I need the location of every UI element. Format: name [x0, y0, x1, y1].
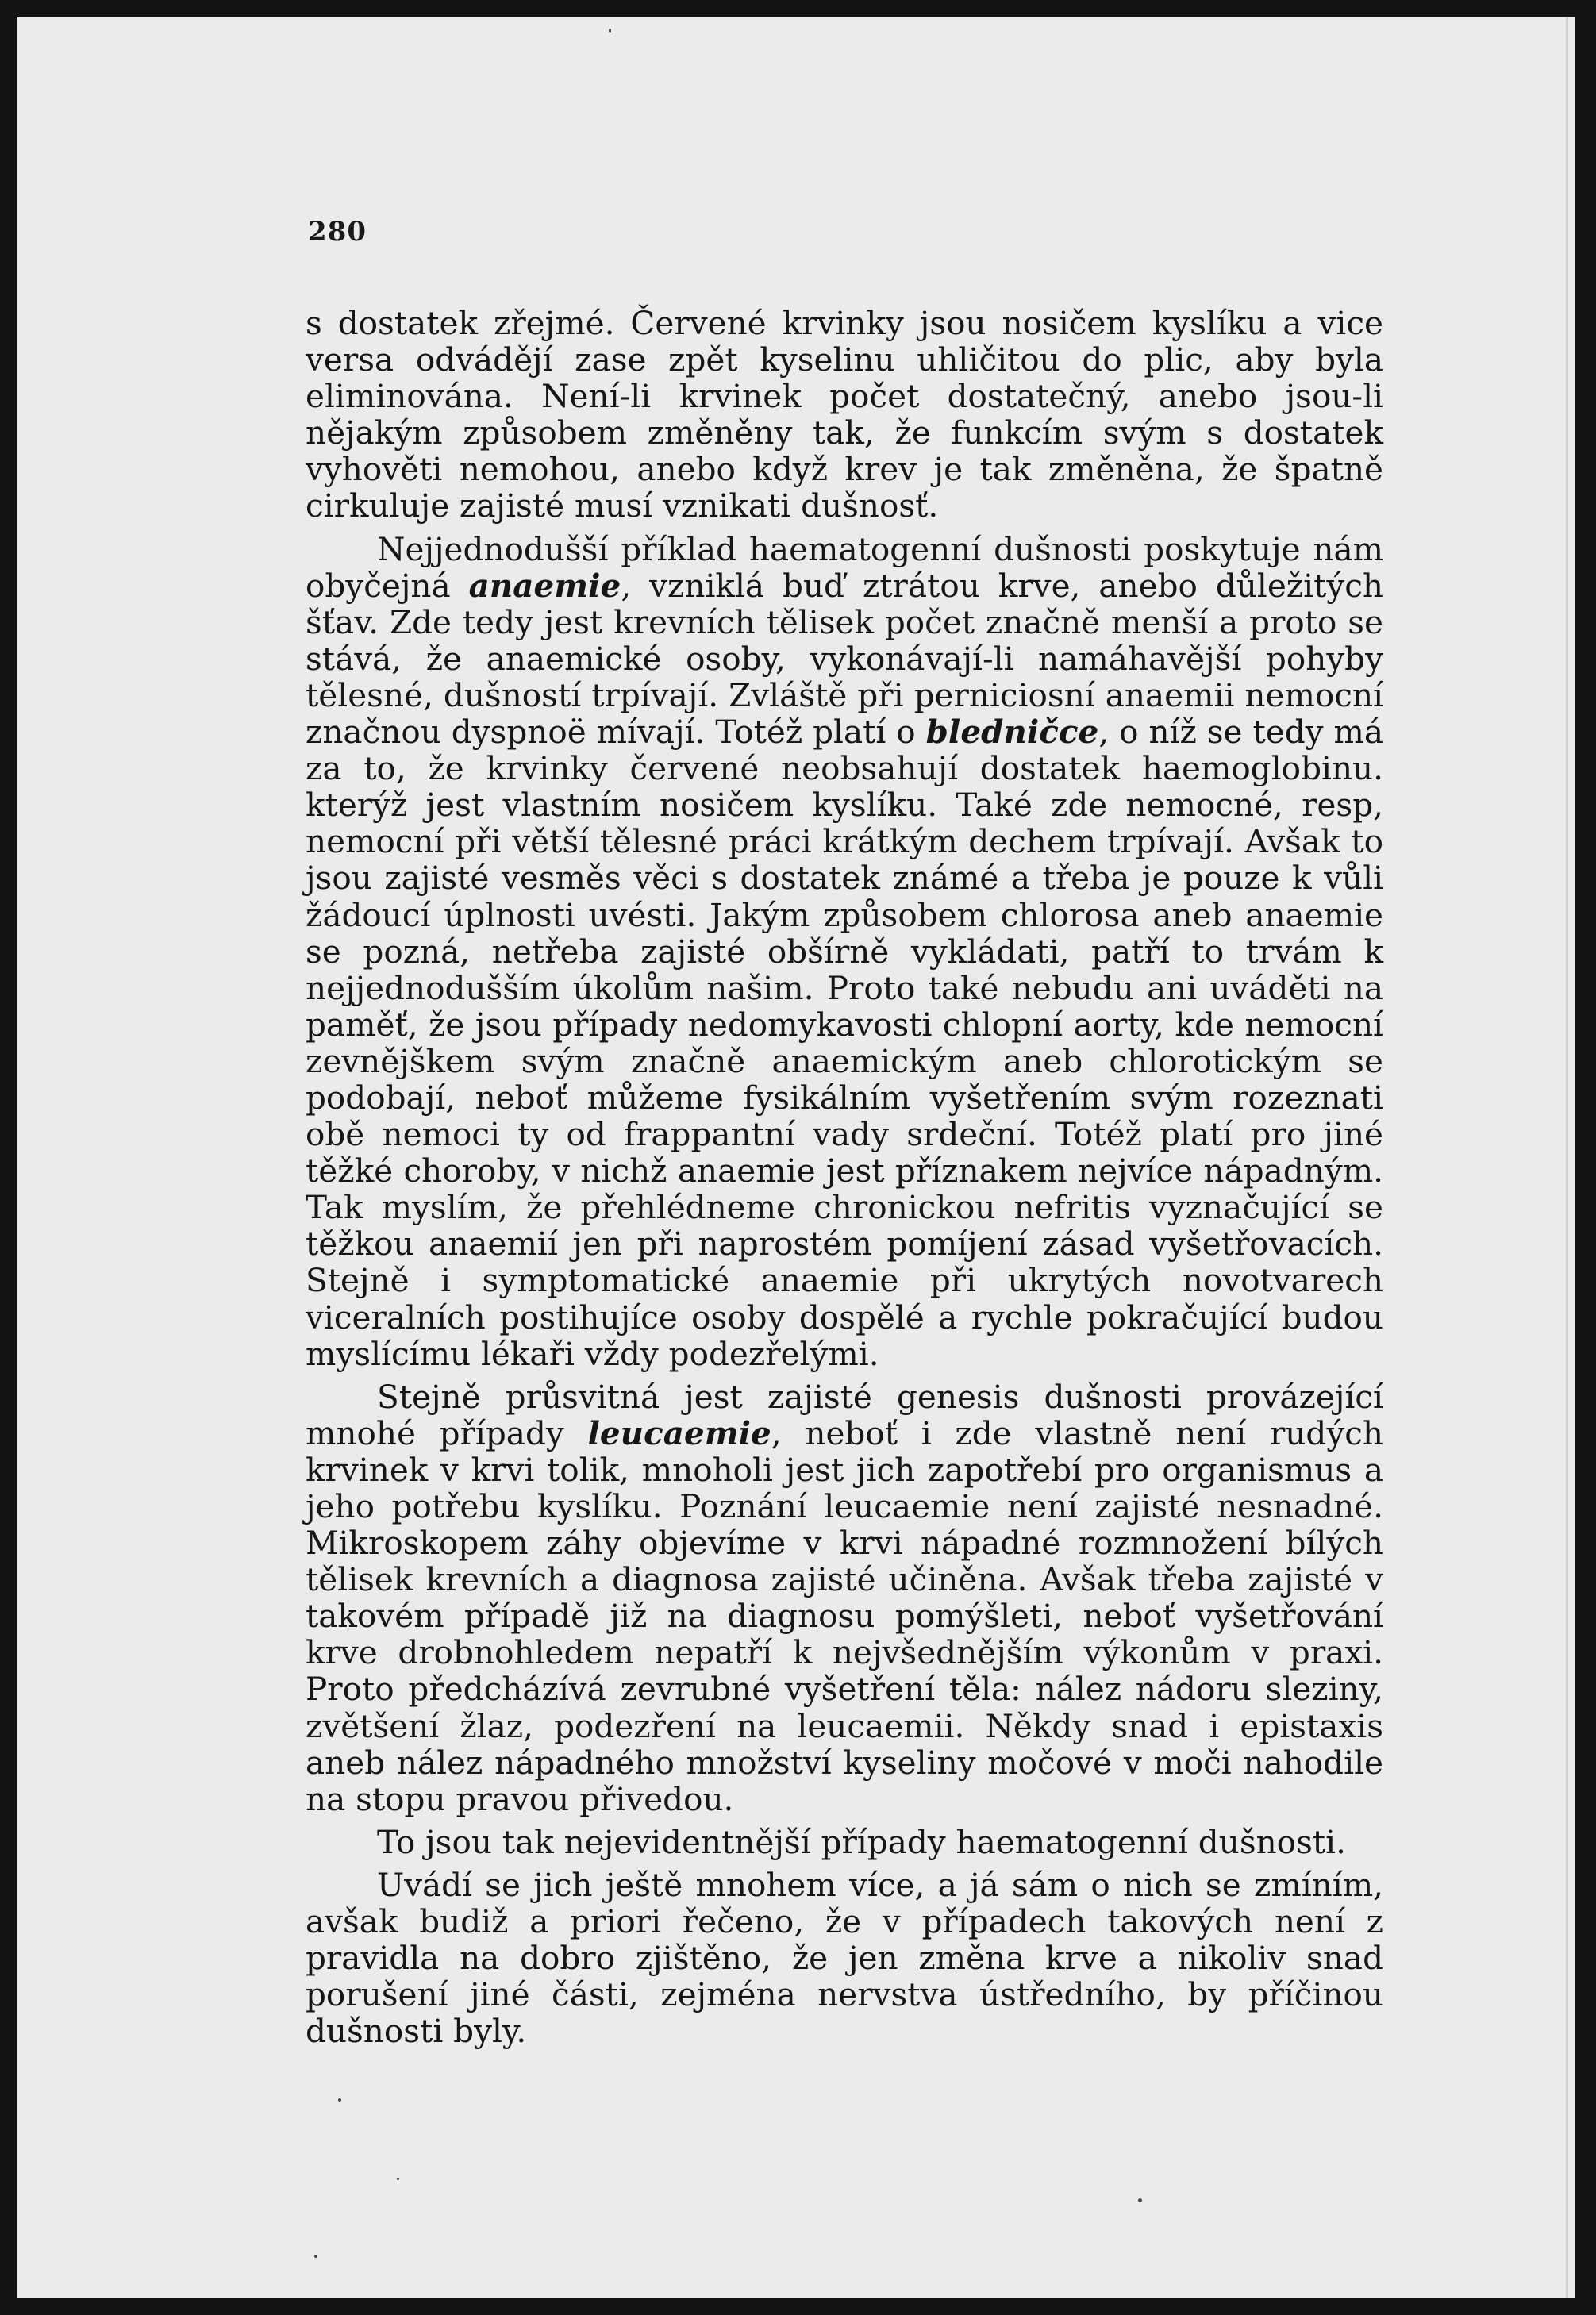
paragraph-text: , o níž se tedy má za to, že krvinky červené neobsahují dostatek haemoglobinu. kterýž jest vlastním nosičem kyslíku. Také zde nemocné, resp, nemocní při větší tělesné práci krátkým dechem trpívají. Avšak to jsou zajisté vesměs věci s dostatek známé a třeba je pouze k vůli žádoucí úplnosti uvésti. Jakým způsobem chlorosa aneb anaemie se pozná, netřeba zajisté obšírně vykládati, patří to trvám k nejjednodušším úkolům našim. Proto také nebudu ani uváděti na paměť, že jsou případy nedomykavosti chlopní aorty, kde nemocní zevnějškem svým značně anaemickým aneb chlorotickým se podobají, neboť můžeme fysikálním vyšetřením svým rozeznati obě nemoci ty od frappantní vady srdeční. Totéž platí pro jiné těžké choroby, v nichž anaemie jest příznakem nejvíce nápadným. Tak myslím, že přehlédneme chronickou nefritis vyznačující se těžkou anaemií jen při naprostém pomíjení zásad vyšetřovacích. Stejně i symptomatické anaemie při ukrytých novotvarech viceralních postihujíce osoby dospělé a rychle pokračující budou myslícímu lékaři vždy podezřelými.	[306, 713, 1383, 1373]
scan-speck	[338, 2098, 341, 2102]
paragraph-text: , vzniklá buď ztrátou krve, anebo důležitých šťav. Zde tedy jest krevních tělisek počet značně menší a proto se stává, že anaemické osoby, vykonávají-li namáhavější pohyby tělesné, dušností trpívají. Zvláště při perniciosní anaemii nemocní značnou dyspnoë mívají. Totéž platí o	[306, 566, 1384, 752]
scan-speck	[314, 2255, 317, 2258]
emphasized-term: leucaemie	[587, 1413, 771, 1452]
body-text	[306, 305, 1383, 2055]
paragraph-text: To jsou tak nejevidentnější případy haematogenní dušnosti.	[377, 1822, 1346, 1861]
paragraph-text: Stejně průsvitná jest zajisté genesis dušnosti provázející mnohé případy	[306, 1377, 1383, 1452]
paragraph	[306, 1867, 1383, 2049]
scan-speck	[1138, 2198, 1142, 2202]
page-edge	[1566, 17, 1568, 2298]
paragraph	[306, 305, 1383, 525]
scanned-page	[17, 17, 1575, 2298]
paragraph	[306, 1824, 1383, 1860]
page-number: 280	[308, 216, 367, 248]
paragraph	[306, 531, 1383, 1372]
emphasized-term: anaemie	[468, 566, 621, 605]
paragraph-text: , neboť i zde vlastně není rudých krvinek v krvi tolik, mnoholi jest jich zapotřebí pro organismus a jeho potřebu kyslíku. Poznání leucaemie není zajisté nesnadné. Mikroskopem záhy objevíme v krvi nápadné rozmnožení bílých tělisek krevních a diagnosa zajisté učiněna. Avšak třeba zajisté v takovém případě již na diagnosu pomýšleti, neboť vyšetřování krve drobnohledem nepatří k nejvšednějším výkonům v praxi. Proto předcházívá zevrubné vyšetření těla: nález nádoru sleziny, zvětšení žlaz, podezření na leucaemii. Někdy snad i epistaxis aneb nález nápadného množství kyseliny močové v moči nahodile na stopu pravou přivedou.	[306, 1413, 1383, 1818]
paragraph-text: Uvádí se jich ještě mnohem více, a já sám o nich se zmíním, avšak budiž a priori řečeno, že v případech takových není z pravidla na dobro zjištěno, že jen změna krve a nikoliv snad porušení jiné části, zejména nervstva ústředního, by příčinou dušnosti byly.	[306, 1865, 1383, 2051]
paragraph	[306, 1379, 1383, 1817]
emphasized-term: bledničce	[925, 713, 1099, 752]
scan-speck	[609, 29, 611, 33]
scan-speck	[397, 2178, 399, 2180]
paragraph-text: Nejjednodušší příklad haematogenní dušnosti poskytuje nám obyčejná	[306, 529, 1383, 605]
paragraph-text: s dostatek zřejmé. Červené krvinky jsou nosičem kyslíku a vice versa odvádějí zase zpět kyselinu uhličitou do plic, aby byla eliminována. Není-li krvinek počet dostatečný, anebo jsou-li nějakým způsobem změněny tak, že funkcím svým s dostatek vyhověti nemohou, anebo když krev je tak změněna, že špatně cirkuluje zajisté musí vznikati dušnosť.	[306, 304, 1383, 525]
